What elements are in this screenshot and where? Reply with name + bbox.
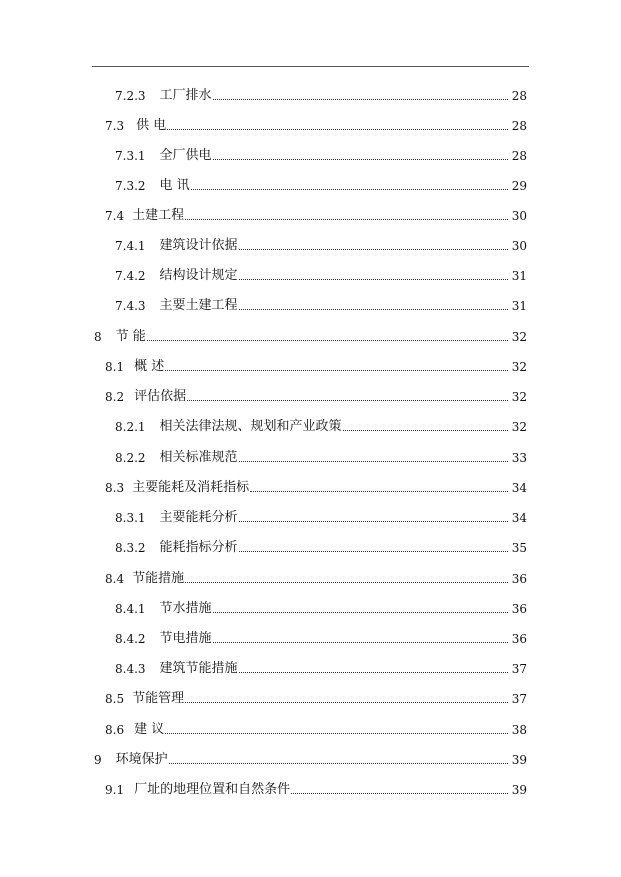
toc-leader-dots [343, 430, 508, 431]
toc-leader-dots [239, 309, 508, 310]
toc-entry[interactable] [0, 446, 621, 466]
toc-entry-page: 28 [511, 149, 527, 163]
toc-entry[interactable] [0, 476, 621, 496]
toc-entry-title: 节 能 [115, 329, 146, 344]
toc-entry-title: 主要土建工程 [159, 298, 238, 313]
toc-entry-page: 34 [511, 481, 527, 495]
toc-entry-title: 建筑节能措施 [159, 661, 238, 676]
toc-entry[interactable] [0, 718, 621, 738]
toc-entry-number: 7.4.1 [115, 239, 146, 253]
toc-leader-dots [185, 702, 508, 703]
toc-entry-number: 8.6 [105, 723, 125, 737]
toc-entry-number: 8.4.1 [115, 602, 146, 616]
toc-entry-title: 建 议 [134, 722, 165, 737]
toc-entry-number: 8.3.2 [115, 541, 146, 555]
toc-entry[interactable] [0, 415, 621, 435]
toc-entry-page: 33 [511, 451, 527, 465]
toc-entry[interactable] [0, 385, 621, 405]
toc-leader-dots [250, 491, 508, 492]
toc-entry[interactable] [0, 234, 621, 254]
toc-leader-dots [213, 99, 508, 100]
toc-entry-number: 7.4.3 [115, 299, 146, 313]
toc-leader-dots [165, 733, 508, 734]
toc-leader-dots [213, 612, 508, 613]
toc-leader-dots [239, 521, 508, 522]
toc-entry-title: 主要能耗分析 [159, 510, 238, 525]
toc-leader-dots [187, 400, 508, 401]
toc-entry-number: 7.2.3 [115, 89, 146, 103]
toc-entry-number: 8.1 [105, 360, 125, 374]
toc-entry-title: 相关法律法规、规划和产业政策 [159, 419, 342, 434]
toc-entry-page: 39 [511, 753, 527, 767]
toc-entry[interactable] [0, 597, 621, 617]
toc-entry-title: 主要能耗及消耗指标 [132, 480, 250, 495]
toc-entry-page: 34 [511, 511, 527, 525]
toc-leader-dots [185, 219, 508, 220]
toc-entry[interactable] [0, 204, 621, 224]
toc-leader-dots [167, 129, 508, 130]
toc-leader-dots [291, 793, 508, 794]
toc-entry[interactable] [0, 355, 621, 375]
toc-entry[interactable] [0, 144, 621, 164]
toc-entry[interactable] [0, 778, 621, 798]
toc-entry-title: 结构设计规定 [159, 268, 238, 283]
toc-entry-number: 8.2.1 [115, 420, 146, 434]
toc-entry-page: 37 [511, 662, 527, 676]
toc-entry-title: 环境保护 [115, 752, 168, 767]
toc-entry-title: 能耗指标分析 [159, 540, 238, 555]
toc-entry-title: 厂址的地理位置和自然条件 [134, 782, 291, 797]
toc-entry-number: 8.2.2 [115, 451, 146, 465]
toc-entry[interactable] [0, 114, 621, 134]
toc-entry-number: 8.4.3 [115, 662, 146, 676]
toc-leader-dots [213, 642, 508, 643]
toc-entry-title: 节电措施 [159, 631, 212, 646]
toc-entry[interactable] [0, 567, 621, 587]
toc-entry-page: 36 [511, 572, 527, 586]
toc-entry-number: 8.2 [105, 390, 125, 404]
toc-entry[interactable] [0, 294, 621, 314]
toc-leader-dots [147, 340, 508, 341]
toc-entry-page: 31 [511, 299, 527, 313]
toc-entry[interactable] [0, 536, 621, 556]
toc-leader-dots [239, 461, 508, 462]
toc-entry-number: 7.3.1 [115, 149, 146, 163]
toc-entry-title: 电 讯 [159, 178, 190, 193]
toc-entry-page: 39 [511, 783, 527, 797]
toc-entry[interactable] [0, 264, 621, 284]
toc-entry-page: 30 [511, 209, 527, 223]
toc-entry-title: 工厂排水 [159, 88, 212, 103]
toc-entry-page: 32 [511, 390, 527, 404]
toc-entry-page: 32 [511, 420, 527, 434]
toc-entry-title: 概 述 [134, 359, 165, 374]
toc-entry-title: 土建工程 [132, 208, 185, 223]
toc-entry[interactable] [0, 325, 621, 345]
toc-entry-page: 32 [511, 330, 527, 344]
toc-entry-number: 8.4 [105, 572, 125, 586]
toc-entry-title: 全厂供电 [159, 148, 212, 163]
toc-entry-page: 28 [511, 89, 527, 103]
toc-entry-page: 38 [511, 723, 527, 737]
toc-leader-dots [191, 189, 508, 190]
toc-entry[interactable] [0, 84, 621, 104]
toc-entry-page: 37 [511, 692, 527, 706]
toc-leader-dots [239, 249, 508, 250]
toc-leader-dots [169, 763, 508, 764]
toc-entry-page: 31 [511, 269, 527, 283]
toc-entry-number: 8.4.2 [115, 632, 146, 646]
toc-entry-number: 7.4 [105, 209, 125, 223]
toc-entry-title: 节能措施 [132, 571, 185, 586]
toc-entry[interactable] [0, 506, 621, 526]
toc-entry-number: 7.4.2 [115, 269, 146, 283]
toc-entry-number: 7.3.2 [115, 179, 146, 193]
toc-entry-page: 32 [511, 360, 527, 374]
toc-entry-title: 评估依据 [134, 389, 187, 404]
toc-entry-page: 36 [511, 632, 527, 646]
toc-entry-title: 供 电 [136, 118, 167, 133]
toc-leader-dots [165, 370, 508, 371]
toc-entry-page: 35 [511, 541, 527, 555]
toc-leader-dots [239, 672, 508, 673]
toc-entry-number: 8 [94, 330, 102, 344]
toc-entry-page: 36 [511, 602, 527, 616]
toc-entry-number: 8.3.1 [115, 511, 146, 525]
toc-entry-number: 9.1 [105, 783, 125, 797]
toc-entry[interactable] [0, 748, 621, 768]
toc-entry-page: 28 [511, 119, 527, 133]
toc-entry[interactable] [0, 657, 621, 677]
toc-leader-dots [213, 159, 508, 160]
toc-entry[interactable] [0, 627, 621, 647]
toc-leader-dots [239, 551, 508, 552]
toc-entry-page: 29 [511, 179, 527, 193]
toc-entry-number: 8.5 [105, 692, 125, 706]
toc-entry-title: 相关标准规范 [159, 450, 238, 465]
toc-entry-title: 建筑设计依据 [159, 238, 238, 253]
toc-entry[interactable] [0, 687, 621, 707]
toc-entry-number: 7.3 [105, 119, 125, 133]
toc-entry[interactable] [0, 174, 621, 194]
toc-leader-dots [185, 582, 508, 583]
toc-entry-number: 9 [94, 753, 102, 767]
toc-entry-number: 8.3 [105, 481, 125, 495]
toc-entry-page: 30 [511, 239, 527, 253]
toc-entry-title: 节水措施 [159, 601, 212, 616]
toc-leader-dots [239, 279, 508, 280]
toc-entry-title: 节能管理 [132, 691, 185, 706]
